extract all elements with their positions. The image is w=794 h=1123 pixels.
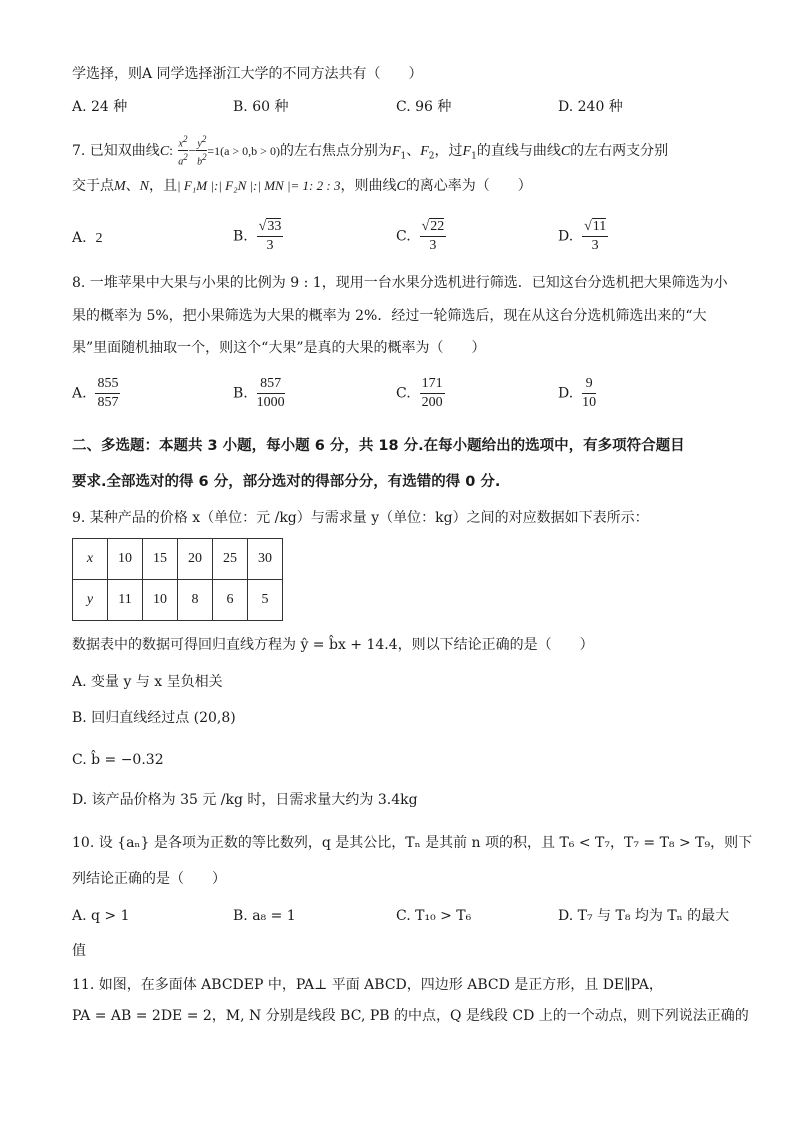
q7-option-d: D. $\frac{√11}{3}$: [558, 219, 607, 253]
table-cell: 6: [213, 580, 248, 621]
table-cell: 5: [248, 580, 283, 621]
q11-line2: PA = AB = 2DE = 2，M, N 分别是线段 BC, PB 的中点，Q 是线段 CD 上的一个动点，则下列说法正确的: [72, 1008, 749, 1024]
table-cell: 8: [178, 580, 213, 621]
table-cell: x: [73, 539, 108, 580]
table-cell: 25: [213, 539, 248, 580]
q7-line2: 交于点M、N，且| F₁M |:| F₂N |:| MN |= 1: 2 : 3，则曲线C的离心率为（ ）: [72, 178, 532, 194]
q10-option-d-wrap: 值: [72, 943, 86, 959]
q9-option-c: C. b̂ = −0.32: [72, 752, 164, 768]
q8-option-b: B. $\frac{857}{1000}$: [233, 376, 285, 410]
q7-line1: 7. 已知双曲线C: $\frac{x2}{a2}$ − $\frac{y2}{b2}$ =1(a > 0,b > 0)的左右焦点分别为$F_1$、$F_2$，过$F_1$的直线与曲线C的左右两支分别: [72, 134, 669, 168]
section-heading-line1: 二、多选题：本题共 3 小题，每小题 6 分，共 18 分.在每小题给出的选项中，有多项符合题目: [72, 438, 685, 454]
table-cell: 11: [108, 580, 143, 621]
table-cell: 30: [248, 539, 283, 580]
q6-option-c: C. 96 种: [396, 99, 452, 115]
q9-intro: 9. 某种产品的价格 x（单位：元 /kg）与需求量 y（单位：kg）之间的对应数据如下表所示：: [72, 510, 649, 526]
q10-line2: 列结论正确的是（ ）: [72, 871, 226, 887]
q10-option-b: B. a₈ = 1: [233, 908, 296, 924]
table-row: [73, 539, 283, 580]
q6-option-d: D. 240 种: [558, 99, 623, 115]
table-cell: 15: [143, 539, 178, 580]
q9-option-d: D. 该产品价格为 35 元 /kg 时，日需求量大约为 3.4kg: [72, 792, 418, 808]
q10-option-d: D. T₇ 与 T₈ 均为 Tₙ 的最大: [558, 908, 730, 924]
price-demand-table: [72, 538, 283, 621]
q6-tail: 学选择，则A 同学选择浙江大学的不同方法共有（ ）: [72, 66, 423, 82]
q9-stem: 数据表中的数据可得回归直线方程为 ŷ = b̂x + 14.4，则以下结论正确的是（ ）: [72, 637, 594, 653]
q10-line1: 10. 设 {aₙ} 是各项为正数的等比数列，q 是其公比，Tₙ 是其前 n 项的积，且 T₆ < T₇，T₇ = T₈ > T₉，则下: [72, 835, 753, 851]
table-row: [73, 580, 283, 621]
q8-line3: 果”里面随机抽取一个，则这个“大果”是真的大果的概率为（ ）: [72, 340, 486, 356]
table-cell: 20: [178, 539, 213, 580]
q7-option-a: A. 2: [72, 230, 103, 246]
q6-option-a: A. 24 种: [72, 99, 128, 115]
q10-option-a: A. q > 1: [72, 908, 130, 924]
q8-option-d: D. $\frac{9}{10}$: [558, 376, 597, 410]
table-cell: 10: [108, 539, 143, 580]
q8-line1: 8. 一堆苹果中大果与小果的比例为 9 : 1，现用一台水果分选机进行筛选．已知这台分选机把大果筛选为小: [72, 275, 728, 291]
q9-option-b: B. 回归直线经过点 (20,8): [72, 710, 236, 726]
q8-option-c: C. $\frac{171}{200}$: [396, 376, 443, 410]
table-cell: y: [73, 580, 108, 621]
q11-line1: 11. 如图，在多面体 ABCDEP 中，PA⊥ 平面 ABCD，四边形 ABCD 是正方形，且 DE∥PA，: [72, 977, 663, 993]
q6-option-b: B. 60 种: [233, 99, 289, 115]
section-heading-line2: 要求.全部选对的得 6 分，部分选对的得部分分，有选错的得 0 分.: [72, 474, 501, 490]
q8-line2: 果的概率为 5%，把小果筛选为大果的概率为 2%．经过一轮筛选后，现在从这台分选机筛选出来的“大: [72, 308, 707, 324]
q9-option-a: A. 变量 y 与 x 呈负相关: [72, 674, 223, 690]
q8-option-a: A. $\frac{855}{857}$: [72, 376, 119, 410]
q10-option-c: C. T₁₀ > T₆: [396, 908, 472, 924]
table-cell: 10: [143, 580, 178, 621]
q7-option-c: C. $\frac{√22}{3}$: [396, 219, 445, 253]
q7-option-b: B. $\frac{√33}{3}$: [233, 219, 282, 253]
